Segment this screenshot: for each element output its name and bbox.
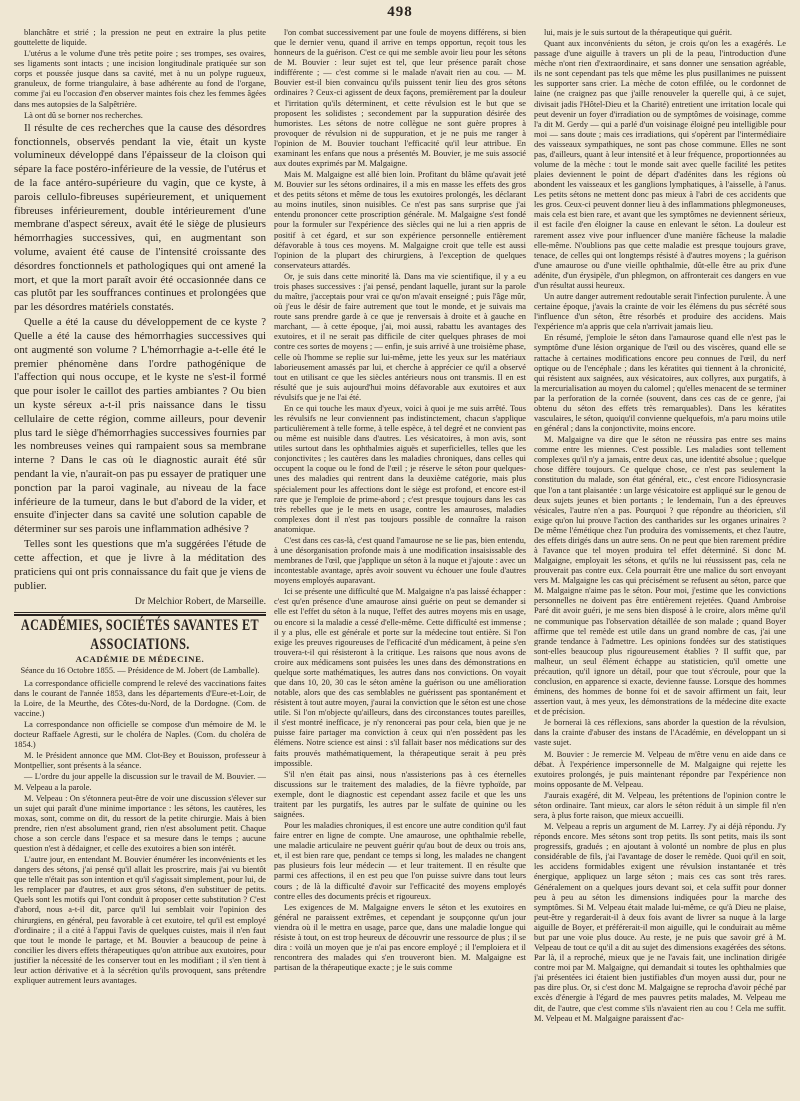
- paragraph: Mais M. Malgaigne est allé bien loin. Profitant du blâme qu'avait jeté M. Bouvier sur les sétons ordinaires, il a mis en masse les effets des gros et des petits sétons et même de tous les exutoires prolongés, les déclarant au moins inutiles, sinon nuisibles. Ce n'est pas sans surprise que j'ai entendu prononcer cette proscription générale. M. Malgaigne s'est fondé pour la formuler sur l'expérience des siècles qui ne lui a rien appris de positif à cet égard, et sur son expérience personnelle entièrement défavorable à tous ces moyens. M. Malgaigne croit que telle est aussi l'opinion de la plupart des chirurgiens, à l'exception de quelques conservateurs attardés.: [274, 170, 526, 270]
- section-heading: ACADÉMIES, SOCIÉTÉS SAVANTES ET ASSOCIATIONS.: [20, 616, 260, 653]
- paragraph: En résumé, j'emploie le séton dans l'amaurose quand elle n'est pas le symptôme d'une lésion organique de l'œil ou des viscères, quand elle se rattache à certaines modifications encore peu connues de l'œil, du nerf optique ou de l'encéphale ; dans les kératites qui tiennent à la chronicité, qui résistent aux saignées, aux vésicatoires, aux collyres, aux purgatifs, à la mercurialisation au moyen du calomel ; qu'elles menacent de se terminer par la perforation de la cornée (souvent, dans ces cas de ce genre, j'ai obtenu du séton des effets très remarquables). Dans les kératites vasculaires, le séton, quoiqu'il convienne quelquefois, m'a paru moins utile en général ; dans la conjonctivite, moins encore.: [534, 333, 786, 434]
- paragraph: Or, je suis dans cette minorité là. Dans ma vie scientifique, il y a eu trois phases successives : j'ai pensé, pendant laquelle, jurant sur la parole du maître, j'acceptais pour vrai ce qu'on m'avait enseigné ; puis l'âge mûr, où j'eus le désir de faire autrement que tout le monde, et je suivais ma route sans prendre garde à ce que je renversais à droite et à gauche en marchant, — à cette époque, j'ai, moi aussi, rabattu les avantages des exutoires, et il ne serait pas difficile de citer quelques phrases de moi contre ces sortes de moyens ; — enfin, je suis arrivé à une troisième phase, celle où l'homme se replie sur lui-même, jette les yeux sur les matériaux laborieusement amassés par lui, et cherche à apprécier ce qu'il a observé tout en utilisant ce que les siècles antérieurs nous ont transmis. Il en est résulté que je suis aujourd'hui moins défavorable aux exutoires et aux révulsifs que je ne l'ai été.: [274, 271, 526, 402]
- paragraph: L'autre jour, en entendant M. Bouvier énumérer les inconvénients et les dangers des sétons, j'ai pensé qu'il allait les proscrire, mais j'ai vu bientôt que telle n'était pas son intention et qu'il s'agissait simplement, pour lui, de les remplacer par d'autres, et aux gros sétons, d'en substituer de petits. Quels sont les motifs qui l'ont conduit à proposer cette substitution ? C'est d'abord, nous a-t-il dit, parce qu'il lui semblait voir l'opinion des chirurgiens, en général, peu favorable à cet exutoire, tel qu'il est employé d'ordinaire ; il a cité à l'appui l'avis de quelques cuistes, mais il n'en faut que tout le monde le partage, et M. Bouvier a beaucoup de peine à concilier les divers effets thérapeutiques qu'on attribue aux exutoires, pour justifier la nécessité de les conserver tout en les modifiant ; il s'en tient à leur action dérivative et à la sécrétion qu'ils provoquent, sans prétendre expliquer autrement leurs avantages.: [14, 855, 266, 986]
- academy-heading: ACADÉMIE DE MÉDECINE.: [75, 653, 205, 664]
- paragraph: Un autre danger autrement redoutable serait l'infection purulente. À une certaine époque, j'avais la crainte de voir les élémens du pus sécrété sous l'influence d'un séton, être résorbés et produire des accidens. Mais l'expérience m'a appris que cela n'arrivait jamais lieu.: [534, 292, 786, 332]
- paragraph: — L'ordre du jour appelle la discussion sur le travail de M. Bouvier. — M. Velpeau a la parole.: [14, 772, 266, 792]
- paragraph: M. Velpeau : On s'étonnera peut-être de voir une discussion s'élever sur un sujet qui paraît d'une minime importance : les sétons, les cautères, les moxas, sont, comme on dit, du ressort de la petite chirurgie. Mais à bien prendre, rien n'est absolument grand, rien n'est absolument petit. Chaque chose a son cercle dans l'espace et sa mesure dans le temps ; aucune question n'est à dédaigner, et celle des exutoires a bien son intérêt.: [14, 793, 266, 853]
- paragraph: La correspondance officielle comprend le relevé des vaccinations faites dans le courant de l'année 1853, dans les départements d'Eure-et-Loir, de la Loire, de la Meurthe, des Côtes-du-Nord, de la Dordogne. (Com. de vaccine.): [14, 678, 266, 718]
- paragraph: lui, mais je le suis surtout de la thérapeutique qui guérit.: [544, 28, 732, 37]
- paragraph: M. le Président annonce que MM. Clot-Bey et Bouisson, professeur à Montpellier, sont présents à la séance.: [14, 751, 266, 771]
- article-columns: [14, 28, 786, 1094]
- paragraph: Telles sont les questions que m'a suggérées l'étude de cette affection, et que je livre à la méditation des praticiens qui ont pris connaissance du fait que je viens de publier.: [14, 538, 266, 592]
- paragraph: J'aurais exagéré, dit M. Velpeau, les prétentions de l'opinion contre le séton ordinaire. Tant mieux, car alors le séton réduit à un simple fil n'en sera, à plus forte raison, que mieux accueilli.: [534, 790, 786, 821]
- paragraph: l'on combat successivement par une foule de moyens différens, si bien que le dernier venu, quand il arrive en temps opportun, reçoit tous les honneurs de la guérison. C'est ce qui me semble avoir lieu pour les sétons de M. Bouvier : leur sujet est tel, que leur présence paraît chose indifférente ; — c'est comme si le malade n'avait rien au cou. — M. Bouvier est-il bien convaincu qu'ils puissent tenir lieu des gros sétons ordinaires ? Ceux-ci agissent de deux façons, premièrement par la douleur et l'irritation qu'ils déterminent, et cette révulsion est le but que se proposent les solidistes ; secondement par la suppuration désirée des humoristes. Les sétons de notre collègue ne sont guère propres à provoquer de révulsion ni de suppuration, et je ne puis me ranger à l'opinion de M. Bouvier touchant l'efficacité qu'il leur attribue. En examinant les enfans que nous a présentés M. Bouvier, je me suis associé aux doutes exprimés par M. Malgaigne.: [274, 28, 526, 169]
- paragraph: Je bornerai là ces réflexions, sans aborder la question de la révulsion, dans la crainte d'abuser des instans de l'Académie, en développant un si vaste sujet.: [534, 718, 786, 748]
- paragraph: M. Malgaigne va dire que le séton ne réussira pas entre ses mains comme entre les miennes. C'est possible. Les maladies sont tellement complexes qu'il n'y a jamais, entre deux cas, une identité absolue ; quelque chose diffère toujours. Ce quelque chose, ce n'est pas seulement la constitution du malade, son état général, etc., c'est encore l'idiosyncrasie que l'on a tant plaisantée : un large vésicatoire est appliqué sur le genou de deux sujets jeunes et bien portants ; le lendemain, l'un a des épreuves vésicales, l'autre n'en a pas. Pourquoi ? que répondre au théoricien, s'il exige qu'on lui prouve l'action des cantharides sur les organes urinaires ? De même l'émétique chez l'un produira des vomissements, et chez l'autre, des effets dirigés dans un autre sens. On ne peut que bien rarement prédire à l'avance que tel moyen produira tel effet déterminé. Si donc M. Malgaigne, employait les sétons, et qu'ils ne lui réussissent pas, cela ne prouverait pas contre eux. Cela pourrait être une malice du sort envoyant vers M. Malgaigne les cas qui précisément se refusent au séton, parce que M. Malgaigne n'aime pas le séton. Pour moi, j'estime que les convictions personnelles ne doivent pas être entièrement rejetées. Quand Ambroise Paré dit avoir guéri, je me sens bien disposé à le croire, alors même qu'il ne communique pas l'observation détaillée de son malade ; quand Boyer affirme que tel remède est utile dans un grand nombre de cas, j'ai une grande tendance à l'admettre. Les opinions fondées sur des statistiques sont-elles beaucoup plus rigoureusement établies ? Il suffit que, par malheur, un seul élément échappe au statisticien, qu'il omette une précaution, qu'il ignore un détail, pour que tout s'écroule, pour que la conclusion, en apparence si exacte, devienne fausse. Lorsque des hommes éminens, des hommes de bonne foi et de savoir affirment un fait, leur assertion vaut, à mes yeux, les démonstrations de la médecine dite exacte et de précision.: [534, 435, 786, 717]
- paragraph: Pour les maladies chroniques, il est encore une autre condition qu'il faut faire entrer en ligne de compte. Une amaurose, une ophthalmie rebelle, une maladie articulaire ne peuvent guérir qu'au bout de deux ou trois ans, et, il est bien rare que, pendant ce temps si long, les malades ne changent pas plusieurs fois leur médecin — et leur traitement. Il en résulte que parmi ces affections, il en est peu que l'on puisse suivre dans tout leurs cours ; de là la difficulté d'avoir sur l'efficacité des moyens employés contre elles des documents précis et rigoureux.: [274, 821, 526, 901]
- paragraph: Les exigences de M. Malgaigne envers le séton et les exutoires en général ne paraissent extrêmes, et cependant je soupçonne qu'un jour viendra où il le mettra en usage, parce que, dans une maladie longue qui résiste à tout, on est trop heureux de découvrir une ressource de plus ; il se dira : voilà un moyen que je n'ai pas encore employé ; il l'emploiera et il rencontrera des malades qui s'en trouveront bien. M. Malgaigne est partisan de la thérapeutique exacte ; je le suis comme: [274, 902, 526, 973]
- paragraph: En ce qui touche les maux d'yeux, voici à quoi je me suis arrêté. Tous les révulsifs ne leur conviennent pas indistinctement, chacun s'applique particulièrement à telle forme, à telle espèce, à tel degré et ne convient pas ou même est nuisible dans d'autres. Les vésicatoires, à mon avis, sont utiles surtout dans les ophthalmies aiguës et superficielles, telles que les conjonctivites ; les cautères dans les maladies chroniques, dans celles qui occupent la coque ou le fond de l'œil ; je réserve le séton pour quelques-unes des maladies qui rentrent dans la deuxième catégorie, mais plus spécialement pour les affections dont le siège est profond, et encore est-il rare que je l'emploie de prime-abord ; c'est presque toujours dans les cas très rebelles que je le mets en usage, contre les amauroses, maladies complexes dont il n'est pas toujours possible de connaître la raison anatomique.: [274, 403, 526, 534]
- paragraph: M. Bouvier : Je remercie M. Velpeau de m'être venu en aide dans ce débat. À l'expérience impersonnelle de M. Malgaigne qui rejette les exutoires prolongés, je puis maintenant répondre par l'expérience non moins opposante de M. Velpeau.: [534, 749, 786, 789]
- paragraph: M. Velpeau a repris un argument de M. Larrey. J'y ai déjà répondu. J'y réponds encore. Mes sétons sont trop petits. Ils sont petits, mais ils sont progressifs, gradués ; en ajoutant à volonté un nombre de plus en plus considérable de fils, j'ai l'avantage de doser le remède. Quoi qu'il en soit, les accidens formidables exigent une révulsion instantanée et très énergique, appliquez un large séton ; mais ces cas sont très rares. Généralement on a quelques jours devant soi, et cela suffit pour donner peu à peu au séton les dimensions indiquées pour la marche des symptômes. Si M. Velpeau était malade lui-même, ce qu'à Dieu ne plaise, peut-être y regarderait-il à deux fois avant de livrer sa nuque à la large aiguille de Boyer, et préférerait-il mon aiguille, qui le conduirait au même but par une voie plus douce. Au reste, je ne puis que savoir gré à M. Velpeau de tout ce qu'il a dit au sujet des dimensions exagérées des sétons. Par là, il a reproché, mieux que je ne l'avais fait, une inclination dirigée contre moi par M. Malgaigne, qui demandait si toutes les ophthalmies que j'ai présentées ici étaient bien justifiables d'un moyen aussi dur, pour ne pas dire plus. Or, si c'est donc M. Malgaigne se reprocha d'avoir péché par excès d'énergie à l'égard de mes pauvres petits malades, M. Velpeau me dit, de l'autre, que c'est comme s'ils n'avaient rien au cou ! Cela me suffit. M. Velpeau et M. Malgaigne paraissent d'ac-: [534, 822, 786, 1023]
- page-number: 498: [387, 4, 413, 20]
- paragraph: La correspondance non officielle se compose d'un mémoire de M. le docteur Raffaele Agresti, sur le choléra de Naples. (Com. du choléra de 1854.): [14, 720, 266, 750]
- paragraph: Quelle a été la cause du développement de ce kyste ? Quelle a été la cause des hémorrhagies successives qui ont augmenté son volume ? L'hémorrhagie a-t-elle été le premier phénomène dans l'ordre pathogénique de l'affection qui nous occupe, et le kyste ne s'est-il formé que pour isoler le caillot des parties ambiantes ? Ou bien un kyste séreux a-t-il pris naissance dans le tissu cellulaire de cette région, comme ailleurs, pour devenir plus tard le siège d'hémorrhagies successives fournies par les nombreuses veines qui rampaient sous sa membrane interne ? Dans le cas où le diagnostic aurait été sûr pendant la vie, n'aurait-on pas pu essayer de pratiquer une ponction par la paroi vaginale, au niveau de la face inférieure de la tumeur, dans le but d'abord de la vider, et ensuite d'injecter dans sa cavité une solution capable de déterminer sur ses parois une inflammation adhésive ?: [14, 316, 266, 536]
- paragraph: Là ont dû se borner nos recherches.: [24, 110, 143, 120]
- author-signature: Dr Melchior Robert, de Marseille.: [134, 596, 266, 608]
- paragraph: Quant aux inconvénients du séton, je crois qu'on les a exagérés. Le passage d'une aiguille à travers un pli de la peau, l'introduction d'une mèche n'ont rien d'extraordinaire, et sans donner une sensation agréable, ils ne sont cependant pas tels que même les plus pusillanimes ne puissent les supporter sans crier. La mèche de coton effilée, ou le cordonnet de laine (ne craignez pas que j'aille renouveler la querelle qui, à ce sujet, divisait jadis l'Hôtel-Dieu et la Charité) entretient une irritation locale qui peut devenir un foyer d'irradiation ou de symptômes de voisinage, comme l'a dit M. Gerdy — qui a parlé d'un voisinage éloigné peu intelligible pour moi — sans doute ; mais ces irradiations, qui s'opèrent par l'intermédiaire des vaisseaux sympathiques, ne sont pas chose commune. Elles ne sont pas, d'ailleurs, quant à leur intensité et à leur fréquence, proportionnées au volume de la mèche : tout le monde sait avec quelle facilité les petites plaies deviennent le point de départ d'adénites dans les régions où abondent les vaisseaux et les ganglions lymphatiques, à l'aisselle, à l'anus. Les petits sétons ne mettent donc pas mieux à l'abri de ces accidents que les gros. Ceux-ci peuvent donner lieu à des inflammations phlegmoneuses, mais cela est bien rare, et avant que les symptômes ne deviennent sérieux, il est facile d'en éloigner la cause en enlevant le séton. La douleur est rarement assez vive pour influencer d'une manière fâcheuse la maladie elle-même. N'oublions pas que cette maladie est presque toujours grave, tenace, de celles qui ont longtemps résisté à d'autres moyens ; la guérison d'une amaurose ou d'une vieille ophthalmie, dût-elle être au prix d'une adénite, d'un érysipèle, d'un phlegmon, on affronterait ces dangers en vue d'un résultat aussi heureux.: [534, 39, 786, 290]
- session-line: Séance du 16 Octobre 1855. — Présidence de M. Jobert (de Lamballe).: [20, 665, 260, 675]
- paragraph: C'est dans ces cas-là, c'est quand l'amaurose ne se lie pas, bien entendu, à une désorganisation profonde mais à une modification insaisissable des membranes de l'œil, que j'applique un séton à la nuque et j'ajoute : avec un incontestable avantage, après avoir souvent vu échouer une foule d'autres moyens employés auparavant.: [274, 535, 526, 586]
- paragraph: S'il n'en était pas ainsi, nous n'assisterions pas à ces éternelles discussions sur le traitement des maladies, de la fièvre typhoïde, par exemple, dont le diagnostic est cependant assez facile et que les uns traitent par les purgatifs, les autres par le sulfate de quinine ou les saignées.: [274, 769, 526, 820]
- column-middle: [274, 28, 526, 1094]
- paragraph: blanchâtre et strié ; la pression ne peut en extraire la plus petite gouttelette de liquide.: [14, 28, 266, 48]
- column-right: [534, 28, 786, 1094]
- divider: [14, 612, 266, 613]
- paragraph: Il résulte de ces recherches que la cause des désordres fonctionnels, observés pendant la vie, était un kyste volumineux développé dans l'épaisseur de la cloison qui sépare la face postéro-inférieure de la vessie, de l'utérus et de la face antéro-supérieure du vagin, que ce kyste, à parois cellulo-fibreuses supérieurement, et uniquement fibreuses inférieurement, double intérieurement d'une membrane d'aspect séreux, avait été le siège de plusieurs hémorrhagies successives, qui, en augmentant son volume, avaient été cause de l'intensité croissante des désordres fonctionnels et pathologiques qui ont amené la mort, et que la mort paraît avoir été occasionnée dans ce cas plutôt par les souffrances continues et prolongées que par les désordres matériels constatés.: [14, 121, 266, 314]
- column-left: [14, 28, 266, 1094]
- paragraph: L'utérus a le volume d'une très petite poire ; ses trompes, ses ovaires, ses ligaments sont intacts ; une incision longitudinale pratiquée sur son corps et poussée jusque dans sa cavité, met à nu un polype rugueux, granuleux, de forme triangulaire, à base adhérente au fond de l'organe, comme j'ai eu l'occasion d'en observer maintes fois chez les femmes âgées dans mes autopsies de la Salpêtrière.: [14, 49, 266, 109]
- paragraph: Ici se présente une difficulté que M. Malgaigne n'a pas laissé échapper : c'est qu'en présence d'une amaurose ainsi guérie on peut se demander si elle est l'effet du séton à la nuque, l'effet des autres moyens mis en usage, ou encore si la maladie a cessé d'elle-même. Cette difficulté est immense ; il y a plus, elle est générale et porte sur la médecine tout entière. Si l'on exige les preuves rigoureuses de l'efficacité d'un médicament, à peine s'en trouvera-t-il qui résisteront à la critique. Les raisons que nous avons de croire aux médicamens sont puisées les unes dans des démonstrations en quelque sorte mathématiques, les autres dans nos convictions. On voyait que dans 10, 20, 30 cas le séton amène la guérison ou une amélioration notable, alors que des cas semblables ne guérissent pas spontanément et résistent à tout autre moyen, j'aurai la conviction que le séton est une chose utile. Si l'on m'objecte qu'ailleurs, dans des circonstances toutes pareilles, il s'est montré inefficace, je n'y renoncerai pas pour cela, bien que je ne puisse faire partager ma conviction à ceux qui n'en possèdent pas les élémens. Notre science est ainsi : s'il fallait baser nos médications sur des faits prouvés mathématiquement, la thérapeutique serait à peu près impossible.: [274, 587, 526, 768]
